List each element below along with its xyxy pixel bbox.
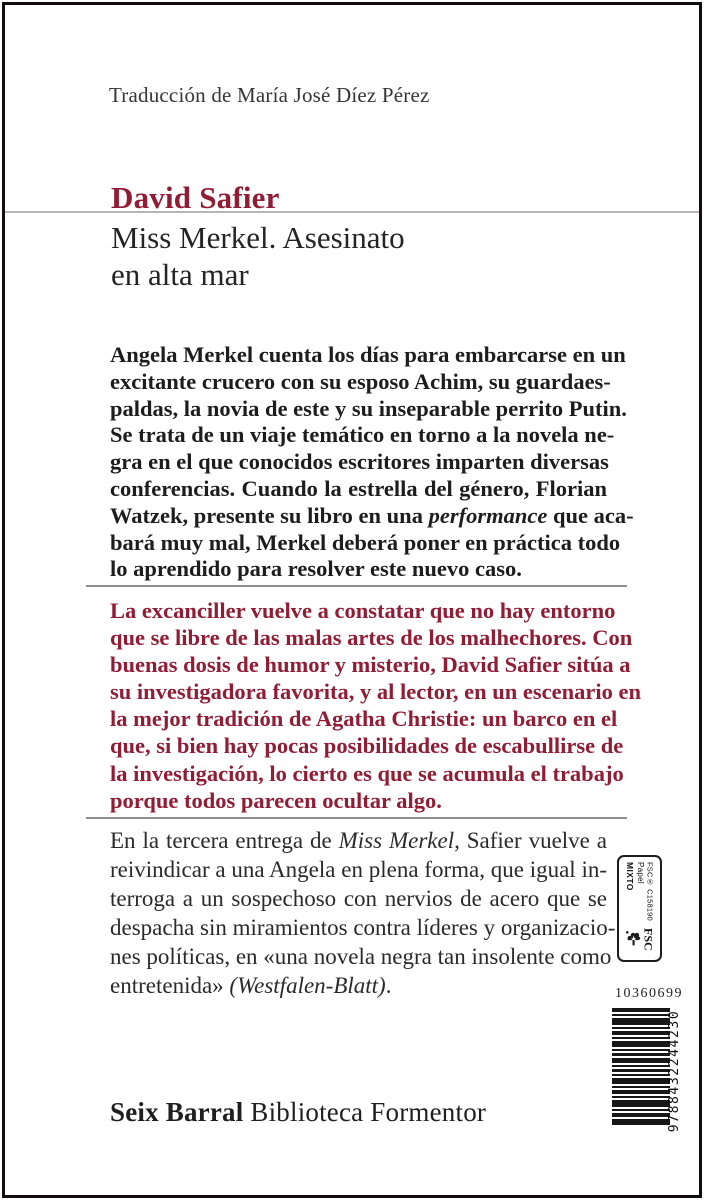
author-name: David Safier [111,180,280,215]
divider-below-review [86,817,627,819]
text-line: lo aprendido para resolver este nuevo caso. [110,556,522,582]
publisher-line [110,1097,486,1128]
text-line: bará muy mal, Merkel deberá poner en práctica todo [110,529,621,555]
synopsis-paragraph [110,342,634,583]
text-line: que se libre de las malas artes de los malhechores. Con [110,625,633,651]
publisher-collection: Biblioteca Formentor [250,1097,487,1127]
text-line: despacha sin miramientos contra líderes y organizacio- [110,915,616,940]
book-title-line2: en alta mar [111,257,249,292]
text-line: terroga a un sospechoso con nervios de acero que se [110,886,607,911]
divider-above-review [86,585,627,587]
text-line: Se trata de un viaje temático en torno a la novela ne- [110,422,615,448]
text-line: gra en el que conocidos escritores imparten diversas [110,449,609,475]
text-line: paldas, la novia de este y su inseparable perrito Putin. [110,395,627,421]
text-line: que, si bien hay pocas posibilidades de escabullirse de [110,733,624,759]
author-baseline-rule [5,211,699,213]
text-line: La excanciller vuelve a constatar que no hay entorno [110,598,616,623]
review-paragraph [110,597,642,814]
text-line: reivindicar a una Angela en plena forma, que igual in- [110,857,607,882]
fsc-mixto-text: MIXTO [625,862,635,891]
text-line: Watzek, presente su libro en una performance que aca- [110,502,634,528]
text-line: entretenida» (Westfalen-Blatt). [110,973,392,998]
book-title-line1: Miss Merkel. Asesinato [111,220,405,255]
product-code: 10360699 [615,986,683,1001]
text-line: su investigadora favorita, y al lector, en un escenario en [110,679,642,705]
fsc-label-texts [626,862,654,921]
publisher-imprint: Seix Barral [110,1097,244,1127]
text-line: nes políticas, en «una novela negra tan insolente como [110,944,612,969]
text-line: la mejor tradición de Agatha Christie: un barco en el [110,706,618,732]
fsc-cert-number: FSC® C158190 [645,862,655,921]
fsc-brand-text: FSC [641,927,656,951]
text-line: buenas dosis de humor y misterio, David Safier sitúa a [110,652,631,678]
text-line: porque todos parecen ocultar algo. [110,787,442,813]
fsc-label [617,855,662,962]
barcode [612,1008,670,1128]
fsc-papel-text: Papel [636,862,645,884]
about-paragraph [110,826,616,1000]
text-line: En la tercera entrega de Miss Merkel, Safier vuelve a [110,828,607,853]
text-line: la investigación, lo cierto es que se acumula el trabajo [110,760,624,786]
text-line: Angela Merkel cuenta los días para embarcarse en un [110,342,626,367]
fsc-tree-icon [625,929,642,949]
translator-line: Traducción de María José Díez Pérez [109,83,430,107]
fsc-logo [625,921,655,960]
book-title [111,219,405,293]
text-line: conferencias. Cuando la estrella del género, Florian [110,475,607,501]
ean-number: 9788432244230 [667,1009,682,1133]
text-line: excitante crucero con su esposo Achim, su guardaes- [110,368,611,394]
